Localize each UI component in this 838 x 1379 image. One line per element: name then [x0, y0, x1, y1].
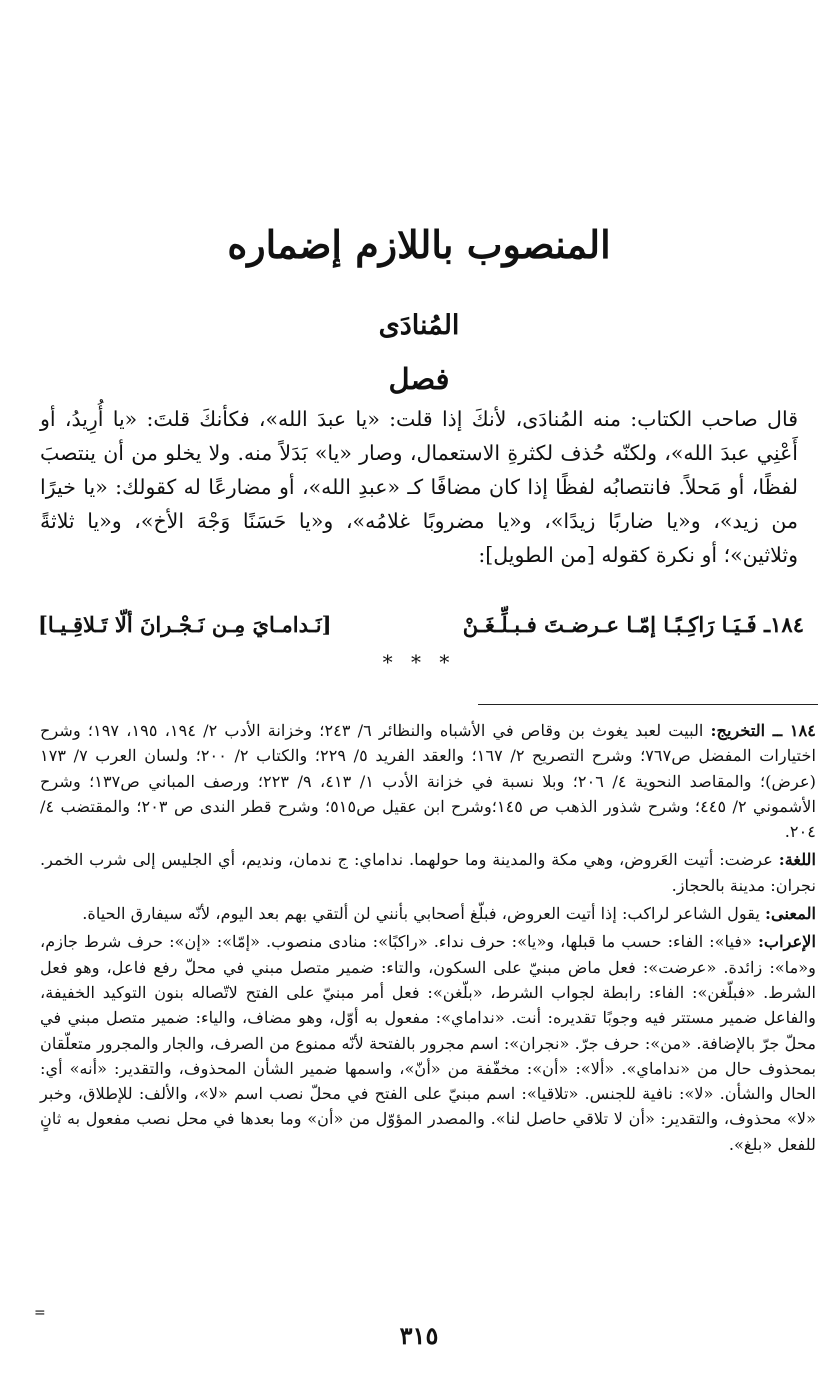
poetry-verse	[38, 612, 804, 637]
footnote-lugha	[40, 847, 816, 898]
footnote-label: اللغة:	[778, 850, 816, 870]
footnote-divider	[478, 704, 818, 705]
footnote-text: البيت لعبد يغوث بن وقاص في الأشباه والنظائر ٦/ ٢٤٣؛ وخزانة الأدب ٢/ ١٩٤، ١٩٥، ١٩٧؛ وشرح اختيارات المفضل ص٧٦٧؛ وشرح التصريح ٢/ ١٦٧؛ والعقد الفريد ٥/ ٢٢٩؛ والكتاب ٢/ ٢٠٠؛ ولسان العرب ٧/ ١٧٣ (عرض)؛ والمقاصد النحوية ٤/ ٢٠٦؛ وبلا نسبة في خزانة الأدب ١/ ٤١٣، ٩/ ٢٢٣؛ ورصف المباني ص١٣٧؛ وشرح الأشموني ٢/ ٤٤٥؛ وشرح شذور الذهب ص ١٤٥؛وشرح ابن عقيل ص٥١٥؛ وشرح قطر الندى ص ٢٠٣؛ والمقتضب ٤/ ٢٠٤.	[40, 721, 816, 842]
body-paragraph: قال صاحب الكتاب: منه المُنادَى، لأنكَ إذا قلت: «يا عبدَ الله»، فكأنكَ قلتَ: «يا أُرِيدُ، أو أَعْنِي عبدَ الله»، ولكنّه حُذف لكثرةِ الاستعمال، وصار «يا» بَدَلاً منه. ولا يخلو من أن ينتصبَ لفظًا، أو مَحلاً. فانتصابُه لفظًا إذا كان مضافًا كـ «عبدِ الله»، أو مضارعًا له كقولك: «يا خيرًا من زيد»، و«يا ضاربًا زيدًا»، و«يا مضروبًا غلامُه»، و«يا حَسَنًا وَجْهَ الأخ»، و«يا ثلاثةً وثلاثين»؛ أو نكرة كقوله [من الطويل]:	[40, 407, 798, 567]
section-title: المُنادَى	[378, 310, 460, 341]
footnote-takhrij	[40, 718, 816, 844]
verse-number: ١٨٤ـ	[764, 612, 804, 637]
chapter-title: المنصوب باللازم إضماره	[227, 222, 611, 267]
footnote-irab	[40, 929, 816, 1157]
section-separator: * * *	[382, 650, 456, 674]
footnote-maana	[40, 901, 816, 926]
verse-second-hemistich: [نَـدامـايَ مِـن نَـجْـرانَ ألّا تَـلاقِـيـا]	[38, 612, 332, 637]
footnote-text: يقول الشاعر لراكب: إذا أتيت العروض، فبلّغ أصحابي بأنني لن ألتقي بهم بعد اليوم، لأنّه سيفارق الحياة.	[82, 904, 760, 924]
subsection-title: فصل	[388, 362, 450, 396]
footnote-label: المعنى:	[765, 904, 816, 924]
verse-first-line	[463, 612, 804, 637]
margin-mark: =	[34, 1305, 46, 1321]
footnote-label: ١٨٤ ــ التخريج:	[710, 721, 816, 740]
verse-first-hemistich: فَـيَـا رَاكِـبًـا إمّـا عـرضـتَ فـبـلِّـغَـنْ	[462, 612, 757, 637]
footnotes	[40, 718, 816, 1160]
page-number: ٣١٥	[399, 1321, 439, 1350]
footnote-text: «فيا»: الفاء: حسب ما قبلها، و«يا»: حرف نداء. «راكبًا»: منادى منصوب. «إمّا»: «إن»: حرف شرط جازم، و«ما»: زائدة. «عرضت»: فعل ماض مبنيّ على السكون، والتاء: ضمير متصل مبني في محلّ رفع فاعل، وهو فعل الشرط. «فبلّغن»: الفاء: رابطة لجواب الشرط، «بلّغن»: فعل أمر مبنيّ على الفتح لاتّصاله بنون التوكيد الخفيفة، والفاعل ضمير مستتر فيه وجوبًا تقديره: أنت. «نداماي»: مفعول به أوّل، وهو مضاف، والياء: ضمير متصل مبني في محلّ جرّ بالإضافة. «من»: حرف جرّ. «نجران»: اسم مجرور بالفتحة لأنّه ممنوع من الصرف، والجار والمجرور متعلّقان بمحذوف حال من «نداماي». «ألا»: «أن»: مخفّفة من «أنّ»، واسمها ضمير الشأن المحذوف، والتقدير: «أنه» أي: الحال والشأن. «لا»: نافية للجنس. «تلاقيا»: اسم مبنيّ على الفتح في محلّ نصب اسم «لا»، والألف: للإطلاق، وخبر «لا» محذوف، والتقدير: «أن لا تلاقي حاصل لنا». والمصدر المؤوّل من «أن» وما بعدها في محل نصب مفعول به ثانٍ للفعل «بلغ».	[40, 932, 816, 1154]
footnote-label: الإعراب:	[757, 932, 816, 952]
footnote-text: عرضت: أتيت العَروض، وهي مكة والمدينة وما حولهما. نداماي: ج ندمان، ونديم، أي الجليس إلى شرب الخمر. نجران: مدينة بالحجاز.	[40, 850, 816, 895]
main-text	[40, 402, 798, 572]
